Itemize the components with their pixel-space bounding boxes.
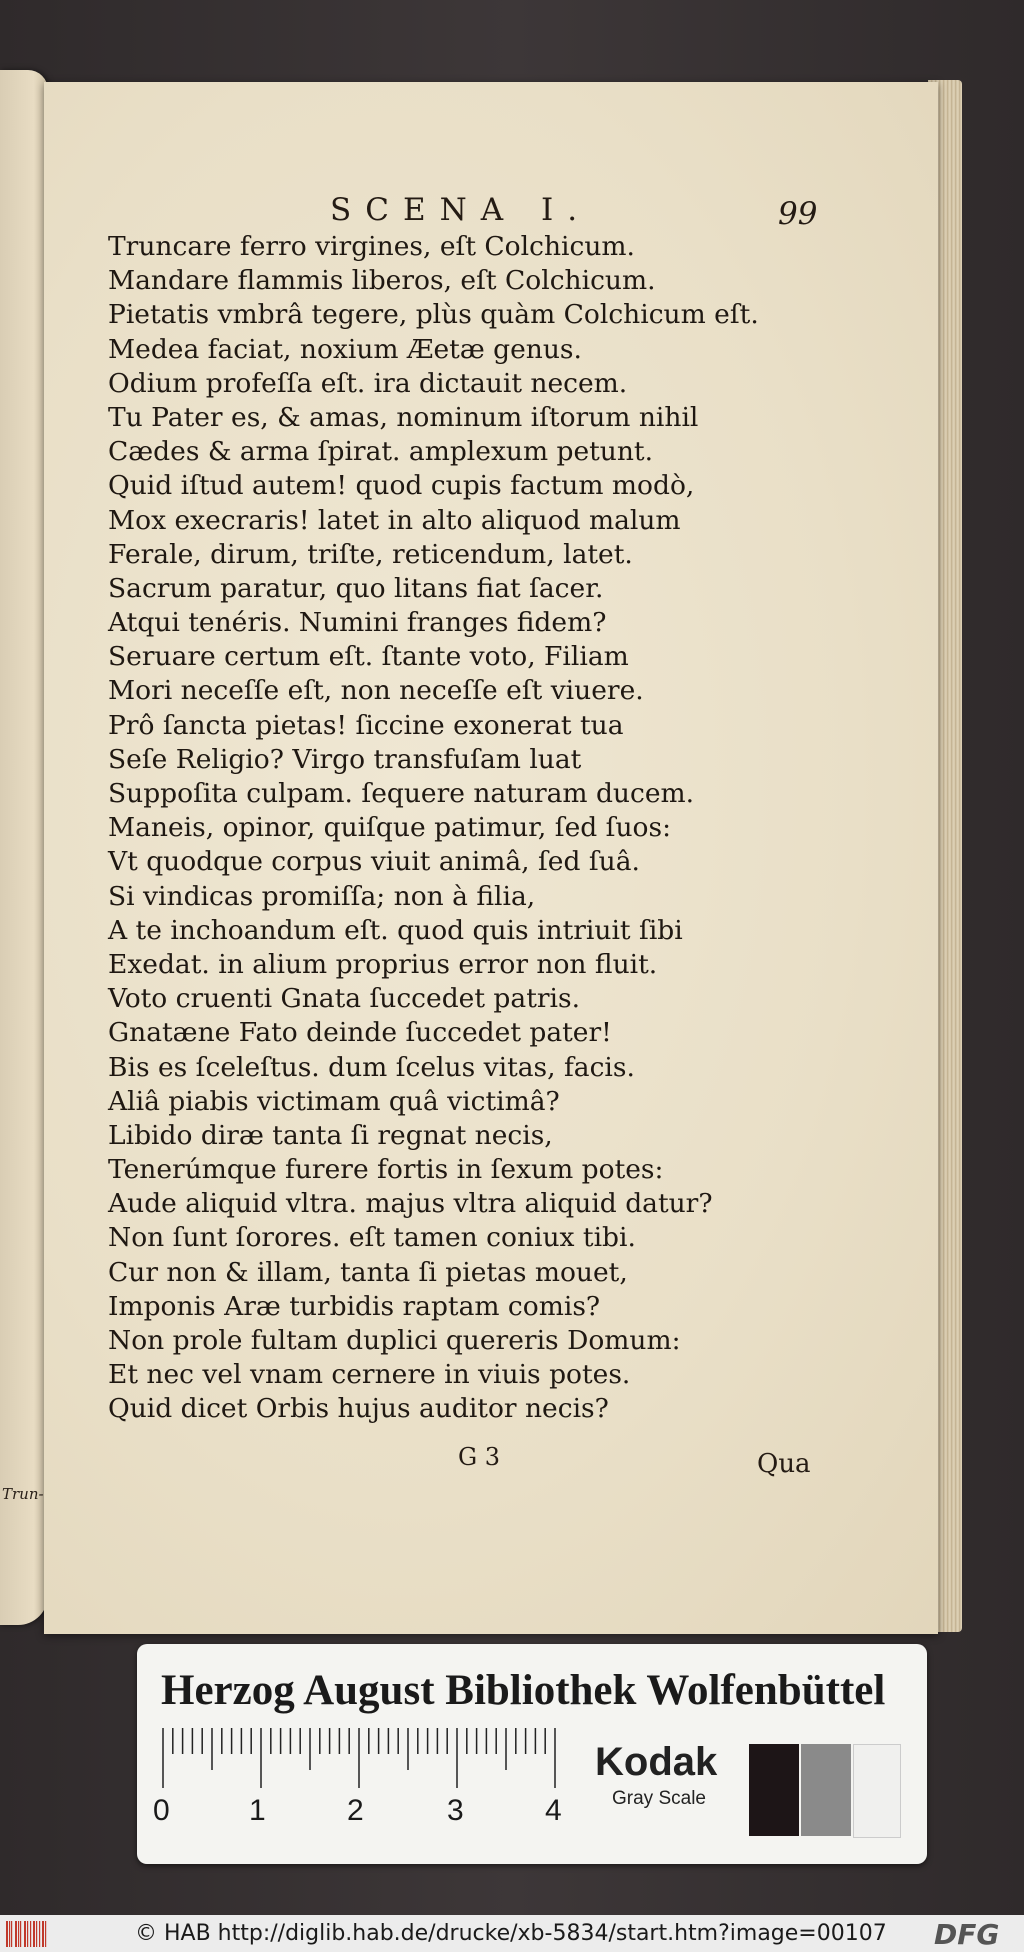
previous-page-edge: [0, 70, 48, 1625]
verse-line: Non prole fultam duplici quereris Domum:: [108, 1325, 681, 1356]
verse-line: Cur non & illam, tanta ſi pietas mouet,: [108, 1256, 628, 1288]
ruler-scale: [161, 1728, 561, 1788]
verse-line: Si vindicas promiſſa; non à filia,: [108, 880, 536, 912]
verse-line: Sacrum paratur, quo litans fiat ſacer.: [108, 572, 604, 604]
verse-line: Ferale, dirum, triſte, reticendum, latet.: [108, 538, 633, 570]
kodak-logo: Kodak: [595, 1740, 718, 1784]
catchword: Qua: [757, 1449, 811, 1479]
white-swatch: [853, 1744, 901, 1838]
verse-line: Seruare certum eſt. ſtante voto, Filiam: [108, 641, 629, 673]
verse-line: Quid iſtud autem! quod cupis factum modò,: [108, 470, 695, 502]
kodak-subtitle: Gray Scale: [612, 1788, 706, 1809]
verse-line: Bis es ſceleſtus. dum ſcelus vitas, facis.: [108, 1051, 635, 1083]
ruler-number: 0: [153, 1794, 170, 1827]
signature-mark: G 3: [458, 1443, 501, 1471]
barcode-bar: [20, 1921, 21, 1947]
barcode-icon: [6, 1921, 48, 1947]
verse-line: Imponis Aræ turbidis raptam comis?: [108, 1290, 601, 1322]
verse-line: Cædes & arma ſpirat. amplexum petunt.: [108, 436, 654, 468]
ruler-number: 1: [249, 1794, 266, 1827]
barcode-bar: [15, 1921, 17, 1947]
verse-line: Exedat. in alium proprius error non fluit.: [108, 948, 658, 980]
barcode-bar: [42, 1921, 44, 1947]
verse-line: Atqui tenéris. Numini franges fidem?: [108, 607, 607, 639]
barcode-bar: [39, 1921, 40, 1947]
verse-line: Et nec vel vnam cernere in viuis potes.: [108, 1359, 631, 1391]
verse-line: Medea faciat, noxium Æetæ genus.: [108, 333, 582, 365]
verse-line: Odium profeſſa eſt. ira dictauit necem.: [108, 367, 628, 399]
previous-page-catchword: Trun-: [2, 1485, 44, 1503]
verse-line: A te inchoandum eſt. quod quis intriuit ſibi: [108, 914, 683, 946]
verse-line: Mori neceſſe eſt, non neceſſe eſt viuere.: [108, 675, 644, 707]
verse-line: Libido diræ tanta ſi regnat necis,: [108, 1119, 553, 1151]
ruler-number: 4: [545, 1794, 562, 1827]
verse-line: Mandare flammis liberos, eſt Colchicum.: [108, 265, 656, 297]
barcode-bar: [45, 1921, 46, 1947]
barcode-bar: [24, 1921, 26, 1947]
footer-bar: [0, 1915, 1024, 1952]
barcode-bar: [33, 1921, 35, 1947]
verse-line: Maneis, opinor, quiſque patimur, ſed ſuos:: [108, 812, 671, 844]
ruler-number: 3: [447, 1794, 464, 1827]
page-number: 99: [778, 196, 818, 232]
verse-line: Aude aliquid vltra. majus vltra aliquid datur?: [108, 1188, 713, 1220]
verse-line: Truncare ferro virgines, eſt Colchicum.: [108, 231, 635, 262]
verse-line: Pietatis vmbrâ tegere, plùs quàm Colchicum eſt.: [108, 299, 759, 331]
verse-line: Non ſunt ſorores. eſt tamen coniux tibi.: [108, 1222, 636, 1254]
barcode-bar: [11, 1921, 12, 1947]
verse-line: Mox execraris! latet in alto aliquod malum: [108, 504, 681, 536]
barcode-bar: [27, 1921, 28, 1947]
verse-line: Seſe Religio? Virgo transfuſam luat: [108, 743, 582, 775]
verse-line: Tu Pater es, & amas, nominum iſtorum nihil: [108, 401, 699, 433]
verse-line: Suppoſita culpam. ſequere naturam ducem.: [108, 778, 695, 809]
verse-line: Vt quodque corpus viuit animâ, ſed ſuâ.: [108, 846, 640, 878]
black-swatch: [749, 1744, 799, 1836]
barcode-bar: [36, 1921, 37, 1947]
verse-line: Aliâ piabis victimam quâ victimâ?: [108, 1085, 560, 1117]
barcode-bar: [18, 1921, 19, 1947]
ruler-number: 2: [347, 1794, 364, 1827]
dfg-logo: DFG: [934, 1918, 1000, 1951]
verse-line: Gnatæne Fato deinde ſuccedet pater!: [108, 1017, 612, 1049]
verse-line: Prô ſancta pietas! ſiccine exonerat tua: [108, 709, 624, 741]
barcode-bar: [9, 1921, 10, 1947]
verse-line: Tenerúmque furere fortis in ſexum potes:: [108, 1154, 664, 1186]
verse-line: Voto cruenti Gnata ſuccedet patris.: [108, 983, 581, 1015]
verse-text: [108, 230, 798, 1427]
barcode-bar: [6, 1921, 8, 1947]
footer-copyright-link[interactable]: © HAB http://diglib.hab.de/drucke/xb-5834/start.htm?image=00107: [135, 1921, 887, 1946]
page-header: SCENA I.: [330, 192, 592, 228]
barcode-bar: [30, 1921, 31, 1947]
verse-line: Quid dicet Orbis hujus auditor necis?: [108, 1393, 609, 1425]
library-name: Herzog August Bibliothek Wolfenbüttel: [161, 1667, 886, 1714]
color-calibration-card: [137, 1644, 927, 1864]
gray-swatch: [801, 1744, 851, 1836]
